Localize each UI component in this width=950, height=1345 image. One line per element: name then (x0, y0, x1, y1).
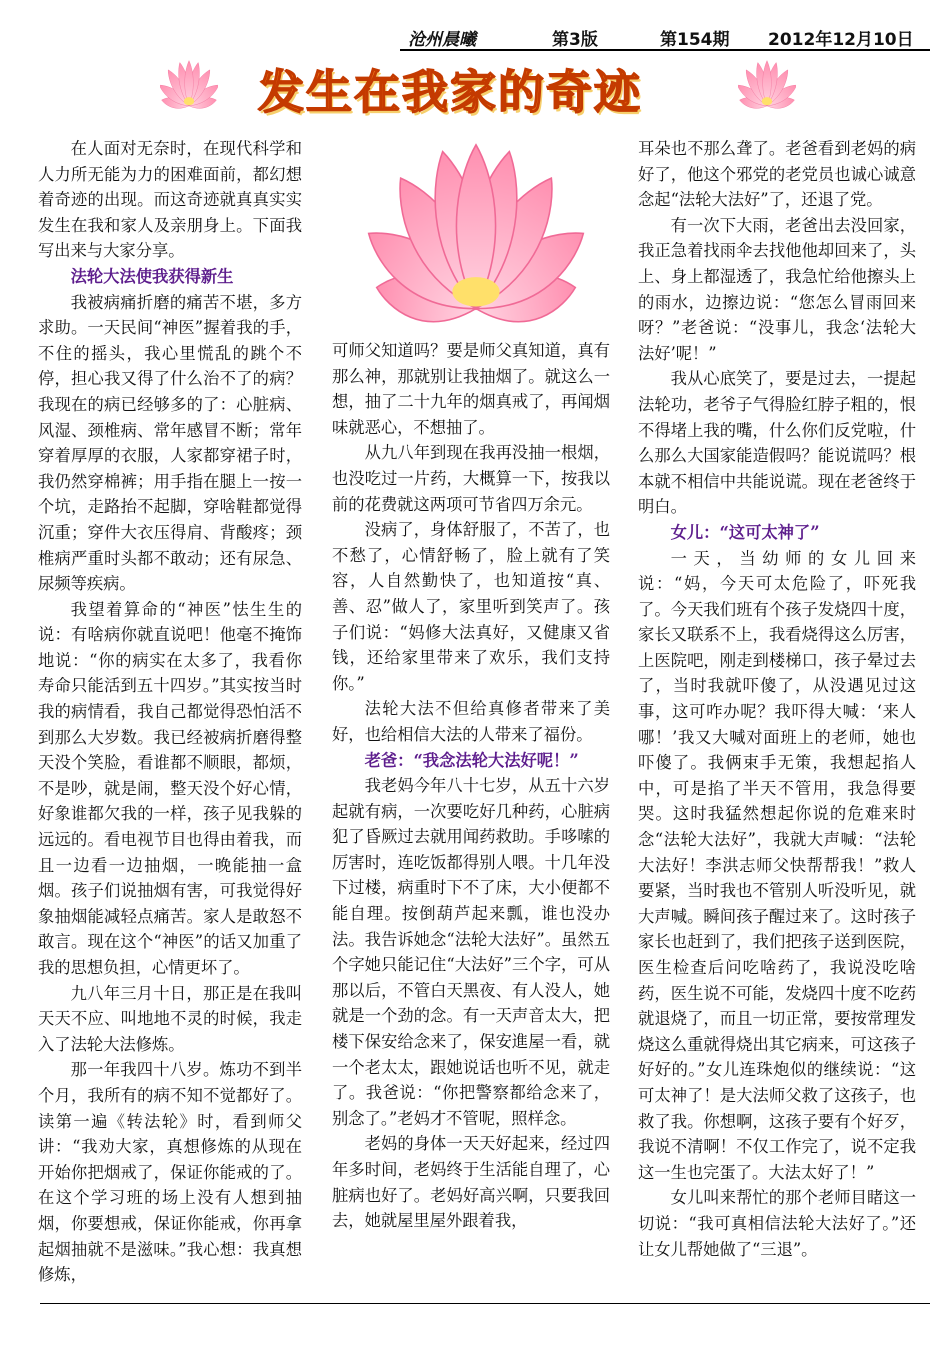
paragraph: 我望着算命的“神医”怯生生的说：有啥病你就直说吧！他毫不掩饰地说：“你的病实在太多了，我看你寿命只能活到五十四岁。”其实按当时我的病情看，我自己都觉得恐怕活不到那么大岁数。我已经被病折磨得整天没个笑脸，看谁都不顺眼，都烦，不是吵，就是闹，整天没个好心情，好象谁都欠我的一样，孩子见我躲的远远的。看电视节目也得由着我，而且一边看一边抽烟，一晚能抽一盒烟。孩子们说抽烟有害，可我觉得好象抽烟能减轻点痛苦。家人是敢怒不敢言。现在这个“神医”的话又加重了我的思想负担，心情更坏了。 (38, 599, 302, 977)
column-2 (332, 338, 610, 1234)
paragraph: 那一年我四十八岁。炼功不到半个月，我所有的病不知不觉都好了。读第一遍《转法轮》时，看到师父讲：“我劝大家，真想修炼的从现在开始你把烟戒了，保证你能戒的了。在这个学习班的场上没有人想到抽烟，你要想戒，保证你能戒，你再拿起烟抽就不是滋味。”我心想：我真想修炼， (38, 1060, 302, 1285)
footer-rule (40, 1303, 930, 1304)
paragraph: 没病了，身体舒服了，不苦了，也不愁了，心情舒畅了，脸上就有了笑容，人自然勤快了，也知道按“真、善、忍”做人了，家里听到笑声了。孩子们说：“妈修大法真好，又健康又省钱，还给家里带来了欢乐，我们支持你。” (332, 520, 610, 693)
page-number: 第3版 (552, 30, 598, 50)
paragraph: 一天，当幼师的女儿回来说：“妈，今天可太危险了，吓死我了。今天我们班有个孩子发烧四十度，家长又联系不上，我看烧得这么厉害，上医院吧，刚走到楼梯口，孩子晕过去了，当时我就吓傻了，从没遇见过这事，这可咋办呢？我吓得大喊：‘来人哪！’我又大喊对面班上的老师，她也吓傻了。我俩束手无策，我想起掐人中，可是掐了半天不管用，我急得要哭。这时我猛然想起你说的危难来时念“法轮大法好”，我就大声喊：“法轮大法好！李洪志师父快帮帮我！”救人要紧，当时我也不管别人听没听见，就大声喊。瞬间孩子醒过来了。这时孩子家长也赶到了，我们把孩子送到医院，医生检查后问吃啥药了，我说没吃啥药，医生说不可能，发烧四十度不吃药就退烧了，而且一切正常，要按常理发烧这么重就得烧出其它病来，可这孩子好好的。”女儿连珠炮似的继续说：“这可太神了！是大法师父救了这孩子，也救了我。你想啊，这孩子要有个好歹，我说不清啊！不仅工作完了，说不定我这一生也完蛋了。大法太好了！” (638, 548, 916, 1182)
paragraph: 可师父知道吗？要是师父真知道，真有那么神，那就别让我抽烟了。就这么一想，抽了二十九年的烟真戒了，再闻烟味就恶心，不想抽了。 (332, 341, 610, 437)
section-heading: 法轮大法使我获得新生 (70, 266, 234, 286)
page-header (400, 22, 930, 50)
section-heading: 女儿：“这可太神了” (670, 522, 820, 542)
lotus-flower-icon (160, 56, 218, 114)
paragraph: 女儿叫来帮忙的那个老师目睹这一切说：“我可真相信法轮大法好了。”还让女儿帮她做了“三退”。 (638, 1188, 916, 1259)
paragraph: 在人面对无奈时，在现代科学和人力所无能为力的困难面前，都幻想着奇迹的出现。而这奇迹就真真实实发生在我和家人及亲朋身上。下面我写出来与大家分享。 (38, 139, 302, 261)
paragraph: 我老妈今年八十七岁，从五十六岁起就有病，一次要吃好几种药，心脏病犯了昏厥过去就用闻药救助。手哆嗦的厉害时，连吃饭都得别人喂。十几年没下过楼，病重时下不了床，大小便都不能自理。按倒葫芦起来瓢，谁也没办法。我告诉她念“法轮大法好”。虽然五个字她只能记住“大法好”三个字，可从那以后，不管白天黑夜、有人没人，她就是一个劲的念。有一天声音太大，把楼下保安给念来了，保安進屋一看，就一个老太太，跟她说话也听不见，就走了。我爸说：“你把警察都给念来了，别念了。”老妈才不管呢，照样念。 (332, 776, 610, 1128)
column-1 (38, 136, 302, 1288)
paragraph: 耳朵也不那么聋了。老爸看到老妈的病好了，他这个邪党的老党员也诚心诚意念起“法轮大法好”了，还退了党。 (638, 139, 916, 210)
paragraph: 老妈的身体一天天好起来，经过四年多时间，老妈终于生活能自理了，心脏病也好了。老妈好高兴啊，只要我回去，她就屋里屋外跟着我， (332, 1134, 610, 1231)
newspaper-name: 沧州晨曦 (408, 30, 476, 50)
header-rule (400, 49, 930, 51)
paragraph: 我被病痛折磨的痛苦不堪，多方求助。一天民间“神医”握着我的手，不住的摇头，我心里慌乱的跳个不停，担心我又得了什么治不了的病？我现在的病已经够多的了：心脏病、风湿、颈椎病、常年感冒不断；常年穿着厚厚的衣服，人家都穿裙子时，我仍然穿棉裤；用手指在腿上一按一个坑，走路抬不起脚，穿啥鞋都觉得沉重；穿件大衣压得肩、背酸疼；颈椎病严重时头都不敢动；还有尿急、尿频等疾病。 (38, 292, 302, 594)
lotus-flower-icon (738, 56, 796, 114)
paragraph: 我从心底笑了，要是过去，一提起法轮功，老爷子气得脸红脖子粗的，恨不得堵上我的嘴，什么你们反党啦，什么那么大国家能造假吗？能说谎吗？根本就不相信中共能说谎。现在老爸终于明白。 (638, 369, 916, 517)
article-title: 发生在我家的奇迹 (258, 65, 642, 119)
issue-number: 第154期 (660, 30, 730, 50)
paragraph: 从九八年到现在我再没抽一根烟，也没吃过一片药，大概算一下，按我以前的花费就这两项可节省四万余元。 (332, 443, 610, 514)
paragraph: 九八年三月十日，那正是在我叫天天不应、叫地地不灵的时候，我走入了法轮大法修炼。 (38, 983, 302, 1054)
paragraph: 法轮大法不但给真修者带来了美好，也给相信大法的人带来了福份。 (332, 699, 610, 744)
paragraph: 有一次下大雨，老爸出去没回家，我正急着找雨伞去找他他却回来了，头上、身上都湿透了，我急忙给他擦头上的雨水，边擦边说：“您怎么冒雨回来呀？”老爸说：“没事儿，我念‘法轮大法好’呢！” (638, 215, 916, 363)
issue-date: 2012年12月10日 (768, 30, 914, 50)
section-heading: 老爸：“我念法轮大法好呢！” (364, 750, 579, 770)
lotus-flower-icon (342, 128, 610, 338)
column-3 (638, 136, 916, 1262)
title-banner (160, 52, 800, 122)
